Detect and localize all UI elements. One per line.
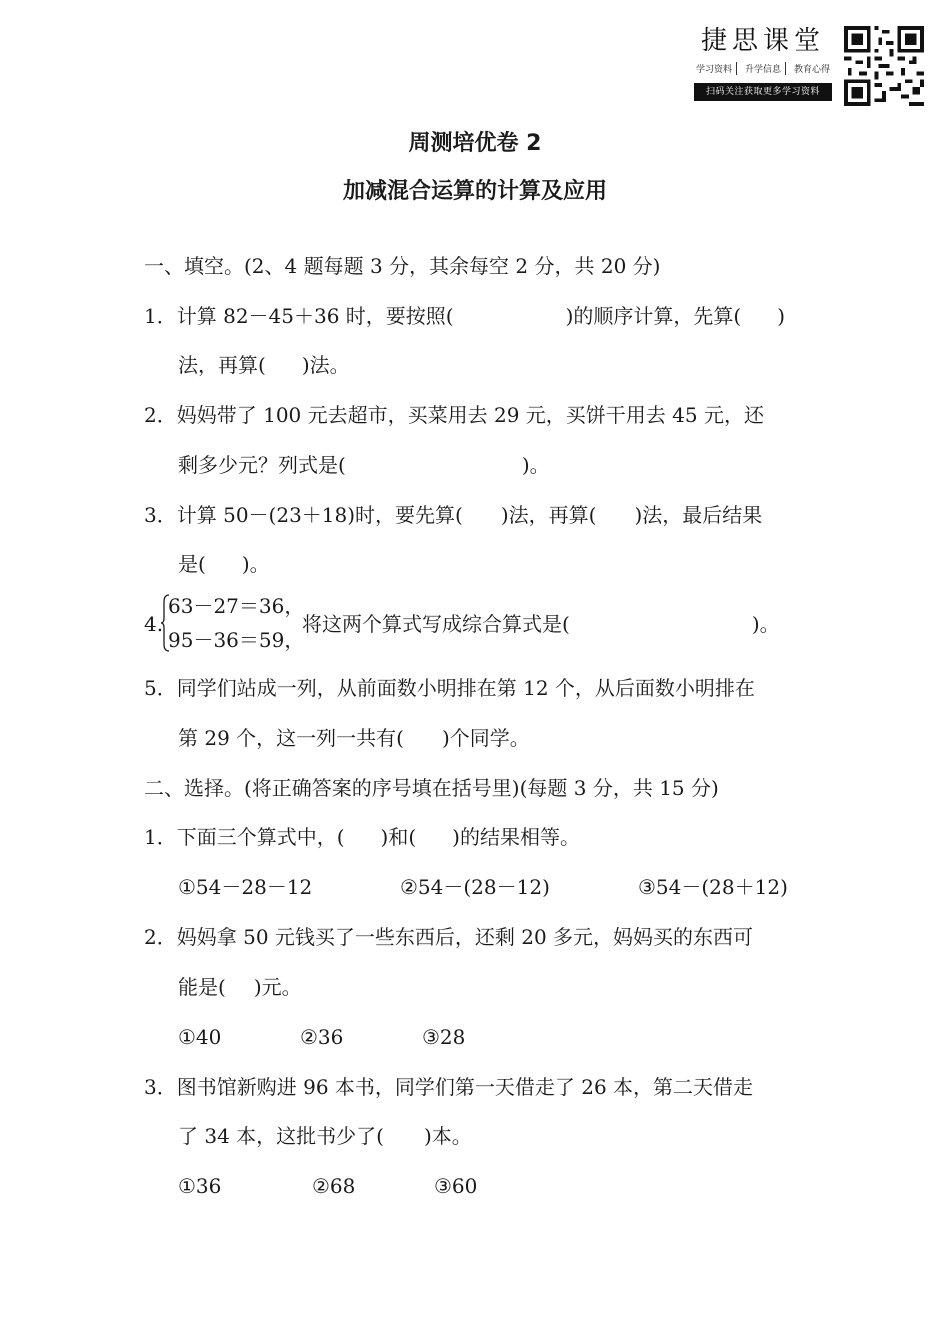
question-text: 将这两个算式写成综合算式是(	[302, 612, 570, 636]
question-number: 2．	[144, 403, 177, 427]
question-text: 妈妈带了 100 元去超市，买菜用去 29 元，买饼干用去 45 元，还	[176, 403, 764, 427]
section-heading: 二、选择。(将正确答案的序号填在括号里)(每题 3 分，共 15 分)	[144, 776, 719, 800]
question-text: )法。	[301, 353, 350, 377]
question-number: 4.	[144, 612, 164, 636]
question-5-line-1	[144, 674, 755, 702]
choice-option[interactable]: ②36	[300, 1025, 344, 1049]
question-number: 2．	[144, 925, 177, 949]
question-text: 计算 50－(23＋18)时，要先算(	[176, 503, 463, 527]
question-4	[144, 592, 844, 656]
choice-question-3-line-2	[178, 1122, 472, 1150]
question-number: 3．	[144, 1075, 177, 1099]
choice-option[interactable]: ②54－(28－12)	[400, 875, 550, 899]
section-heading: 一、填空。(2、4 题每题 3 分，其余每空 2 分，共 20 分)	[144, 254, 661, 278]
brand-slogan: 扫码关注获取更多学习资料	[694, 83, 832, 101]
choice-option[interactable]: ②68	[312, 1174, 356, 1198]
question-text: 能是(	[178, 975, 226, 999]
question-text: )个同学。	[441, 726, 530, 750]
question-text: )法，再算(	[500, 503, 597, 527]
question-number: 5．	[144, 676, 177, 700]
question-text: )和(	[380, 825, 417, 849]
brand-tags	[694, 62, 832, 75]
question-text: 法，再算(	[178, 353, 266, 377]
equation: 63－27＝36，	[168, 594, 305, 618]
choice-option[interactable]: ③28	[422, 1025, 466, 1049]
question-2-line-1	[144, 401, 764, 429]
choice-option[interactable]: ①54－28－12	[178, 875, 313, 899]
question-text: 妈妈拿 50 元钱买了一些东西后，还剩 20 多元，妈妈买的东西可	[176, 925, 754, 949]
question-text: 下面三个算式中，(	[176, 825, 345, 849]
equation: 95－36＝59，	[168, 628, 305, 652]
question-text: 计算 82－45＋36 时，要按照(	[176, 304, 454, 328]
question-number: 1．	[144, 825, 177, 849]
choice-option[interactable]: ①40	[178, 1025, 222, 1049]
question-text: )元。	[253, 975, 302, 999]
question-1-line-2	[178, 351, 350, 379]
choice-question-3-line-1	[144, 1073, 753, 1101]
question-text: 图书馆新购进 96 本书，同学们第一天借走了 26 本，第二天借走	[176, 1075, 754, 1099]
choice-option[interactable]: ③54－(28＋12)	[638, 875, 788, 899]
page-title: 周测培优卷 2	[408, 131, 542, 156]
brand-tag: 学习资料	[696, 62, 737, 75]
question-text: )本。	[423, 1124, 472, 1148]
choice-question-2-line-2	[178, 973, 302, 1001]
question-text: )	[777, 304, 786, 328]
question-number: 3．	[144, 503, 177, 527]
question-text: )。	[241, 552, 270, 576]
brand-logo	[694, 24, 832, 101]
brand-tag: 教育心得	[793, 65, 830, 75]
page-subtitle: 加减混合运算的计算及应用	[342, 179, 607, 204]
question-text: )。	[521, 453, 550, 477]
choice-question-2-line-1	[144, 923, 753, 951]
question-text: )的顺序计算，先算(	[565, 304, 742, 328]
question-4-text	[302, 610, 780, 638]
question-3-line-1	[144, 501, 762, 529]
question-1-line-1	[144, 302, 785, 330]
choice-option[interactable]: ①36	[178, 1174, 222, 1198]
question-text: 是(	[178, 552, 206, 576]
question-text: )。	[751, 612, 780, 636]
question-number: 1．	[144, 304, 177, 328]
choice-question-1	[144, 823, 580, 851]
question-text: 剩多少元？列式是(	[178, 453, 346, 477]
question-text: 了 34 本，这批书少了(	[178, 1124, 384, 1148]
choice-option[interactable]: ③60	[434, 1174, 478, 1198]
question-3-line-2	[178, 550, 270, 578]
brand-name: 捷思课堂	[700, 26, 825, 56]
question-5-line-2	[178, 724, 530, 752]
qr-code-icon[interactable]	[844, 26, 924, 106]
question-text: 同学们站成一列，从前面数小明排在第 12 个，从后面数小明排在	[176, 676, 755, 700]
question-text: )的结果相等。	[452, 825, 580, 849]
question-2-line-2	[178, 451, 550, 479]
brand-tag: 升学信息	[745, 62, 786, 75]
question-text: 第 29 个，这一列一共有(	[178, 726, 404, 750]
question-text: )法，最后结果	[634, 503, 763, 527]
